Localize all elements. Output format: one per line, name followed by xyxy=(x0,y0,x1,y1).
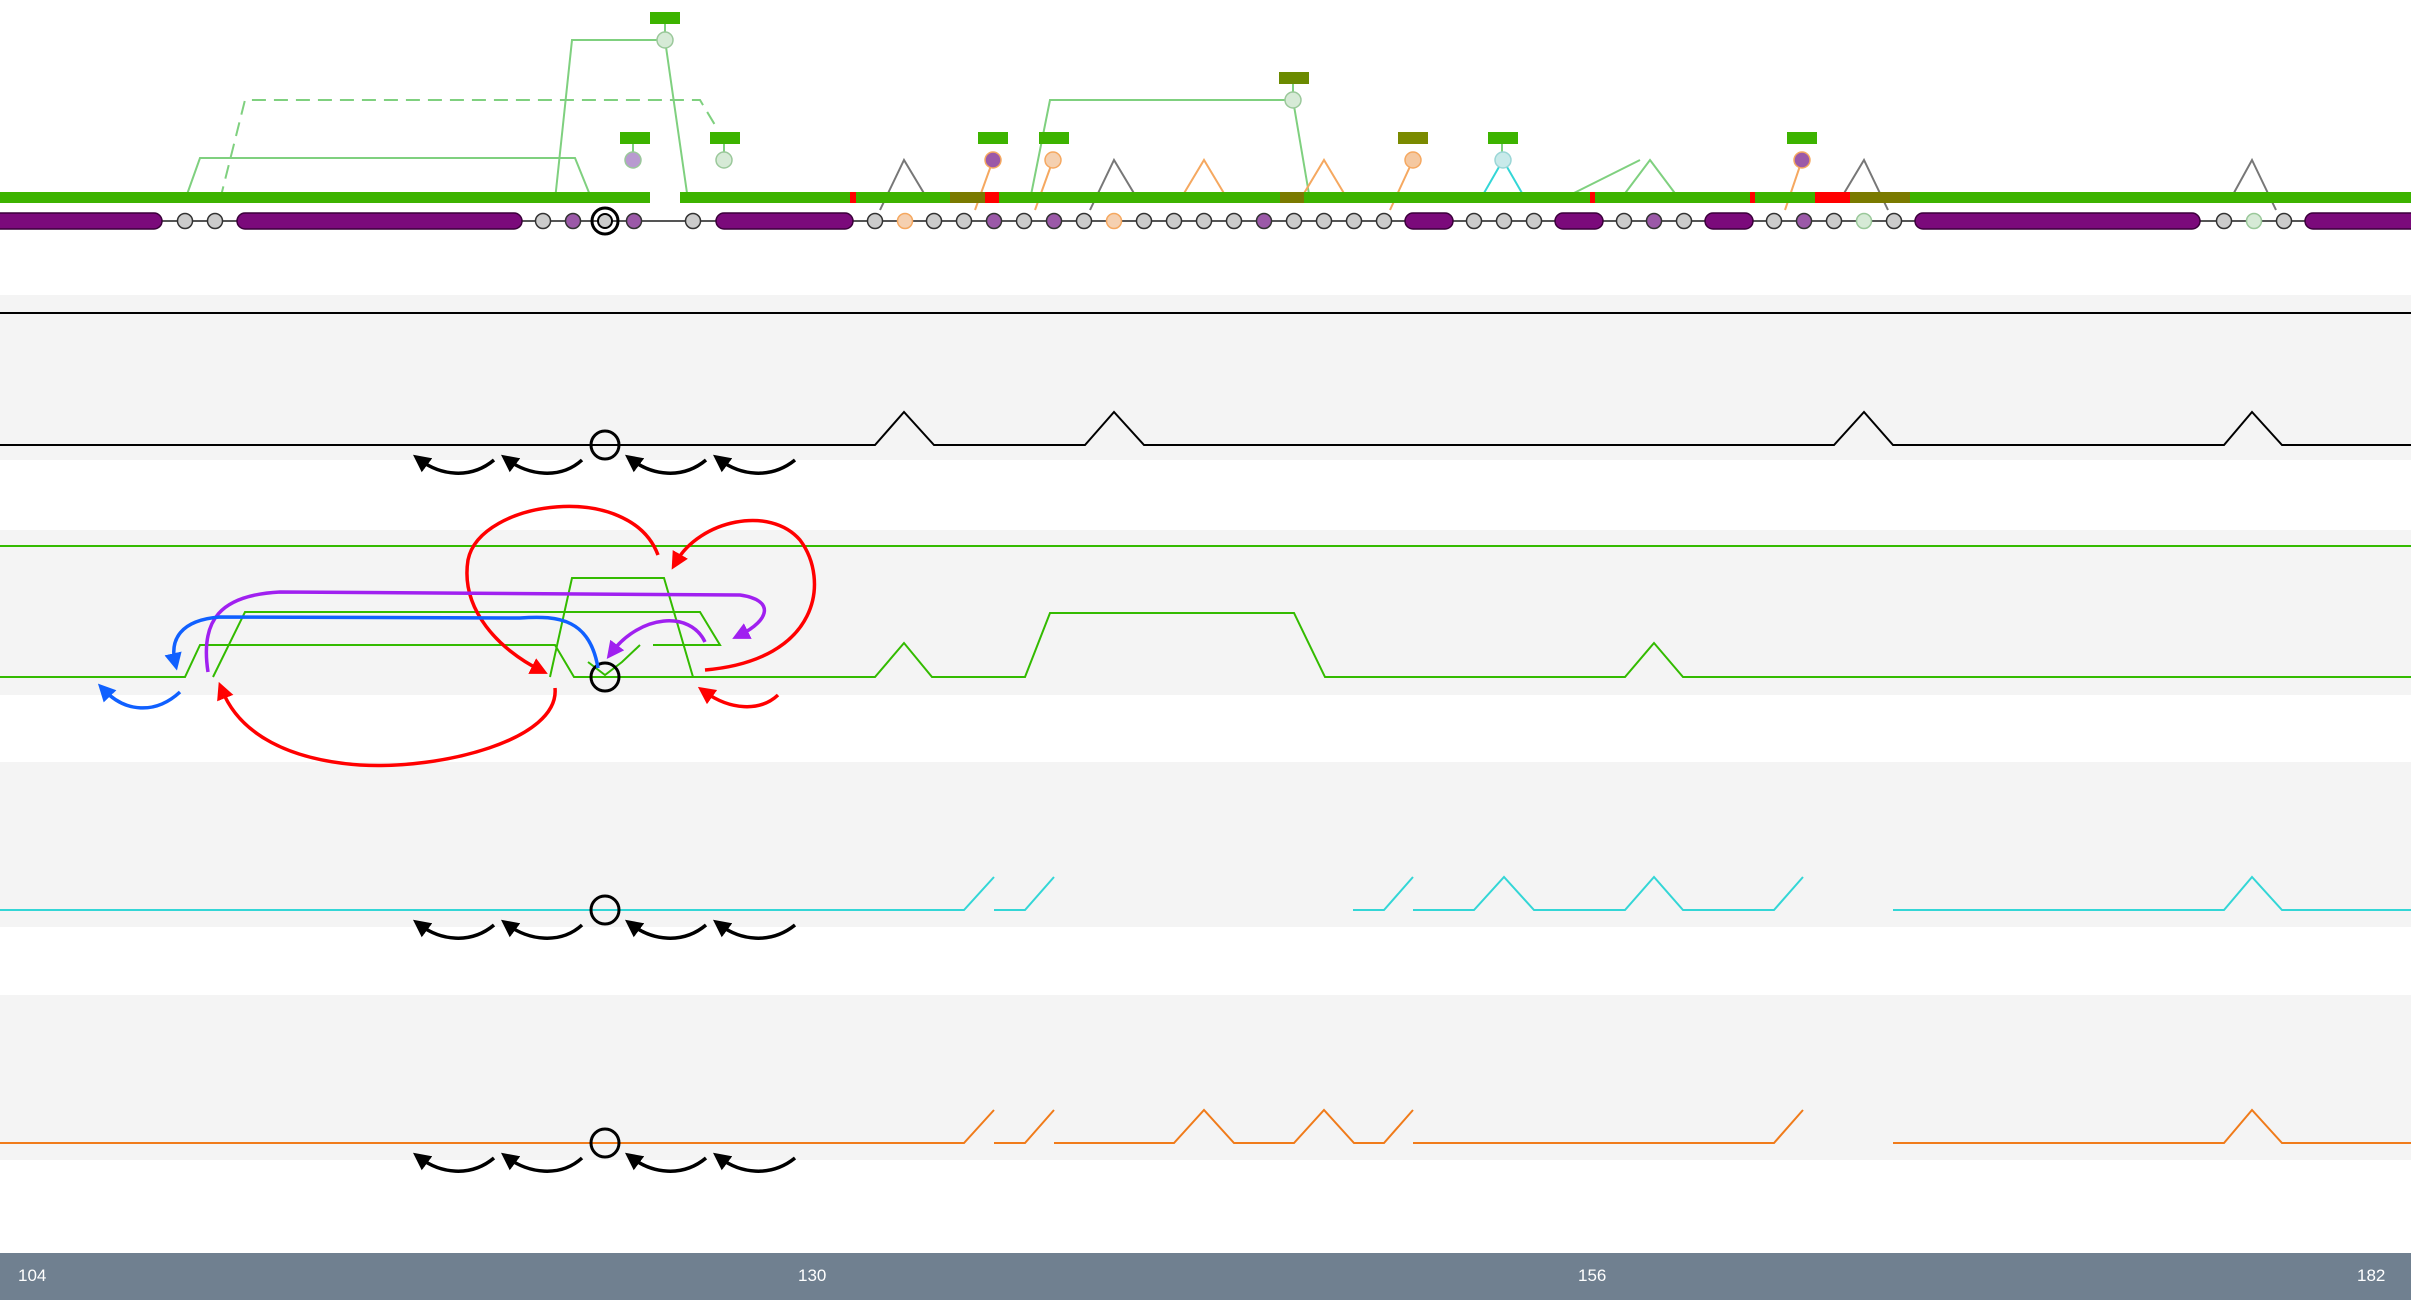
node xyxy=(1495,152,1511,168)
axis-tick-label: 182 xyxy=(2357,1266,2386,1285)
node xyxy=(1227,214,1242,229)
node xyxy=(927,214,942,229)
node xyxy=(566,214,581,229)
green-bar xyxy=(0,192,2411,203)
node xyxy=(1677,214,1692,229)
helix xyxy=(1705,213,1753,229)
label-rect xyxy=(1398,132,1428,144)
node xyxy=(1137,214,1152,229)
node xyxy=(716,152,732,168)
selection-ring-inner xyxy=(598,214,612,228)
node xyxy=(868,214,883,229)
node xyxy=(1794,152,1810,168)
node xyxy=(686,214,701,229)
axis-tick-label: 156 xyxy=(1578,1266,1607,1285)
node xyxy=(985,152,1001,168)
node xyxy=(1467,214,1482,229)
node xyxy=(1887,214,1902,229)
helix xyxy=(716,213,853,229)
node xyxy=(1077,214,1092,229)
label-rect xyxy=(1488,132,1518,144)
overview-connectors xyxy=(185,14,1680,200)
bar-segment xyxy=(985,192,999,203)
node xyxy=(178,214,193,229)
bar-segment xyxy=(950,192,985,203)
node xyxy=(1617,214,1632,229)
helix xyxy=(2305,213,2411,229)
axis-tick-label: 104 xyxy=(18,1266,47,1285)
node xyxy=(208,214,223,229)
node xyxy=(1827,214,1842,229)
bar-segment xyxy=(680,192,2411,203)
bar-segment xyxy=(0,192,650,203)
label-rect xyxy=(620,132,650,144)
node xyxy=(987,214,1002,229)
label-rect xyxy=(1279,72,1309,84)
node xyxy=(1317,214,1332,229)
node xyxy=(1167,214,1182,229)
node xyxy=(1527,214,1542,229)
track-bg-orange xyxy=(0,995,2411,1160)
shift-arrow xyxy=(632,460,706,473)
helix xyxy=(1915,213,2200,229)
node xyxy=(2217,214,2232,229)
structure-overview xyxy=(0,12,2411,234)
bar-segment xyxy=(1815,192,1850,203)
red-arrow xyxy=(222,688,555,766)
node xyxy=(1797,214,1812,229)
node xyxy=(1497,214,1512,229)
helix xyxy=(1405,213,1453,229)
node xyxy=(1647,214,1662,229)
label-rect xyxy=(650,12,680,24)
label-rect xyxy=(1039,132,1069,144)
helix xyxy=(237,213,522,229)
node xyxy=(1857,214,1872,229)
bar-segment xyxy=(1850,192,1910,203)
node xyxy=(957,214,972,229)
node xyxy=(1017,214,1032,229)
bar-segment xyxy=(1280,192,1304,203)
bar-segment xyxy=(1590,192,1595,203)
node xyxy=(2277,214,2292,229)
connector-line xyxy=(1030,100,1310,200)
node xyxy=(1377,214,1392,229)
node xyxy=(1285,92,1301,108)
node xyxy=(1257,214,1272,229)
shift-arrow xyxy=(508,460,582,473)
track-bg-cyan xyxy=(0,762,2411,927)
node xyxy=(1287,214,1302,229)
position-axis xyxy=(0,1253,2411,1300)
shift-arrow xyxy=(720,460,795,473)
overview-labels xyxy=(620,12,1817,144)
node xyxy=(1107,214,1122,229)
label-rect xyxy=(978,132,1008,144)
node xyxy=(2247,214,2262,229)
helix xyxy=(1555,213,1603,229)
node xyxy=(536,214,551,229)
node xyxy=(625,152,641,168)
node xyxy=(1767,214,1782,229)
axis-tick-label: 130 xyxy=(798,1266,827,1285)
node xyxy=(657,32,673,48)
node xyxy=(1045,152,1061,168)
node xyxy=(1197,214,1212,229)
node xyxy=(1047,214,1062,229)
node xyxy=(1405,152,1421,168)
connector-line xyxy=(220,100,718,200)
bar-segment xyxy=(1750,192,1755,203)
connector-line xyxy=(555,40,688,200)
label-rect xyxy=(710,132,740,144)
track-bg-black xyxy=(0,295,2411,460)
label-rect xyxy=(1787,132,1817,144)
node xyxy=(898,214,913,229)
node xyxy=(1347,214,1362,229)
shift-arrow xyxy=(420,460,494,473)
bar-segment xyxy=(850,192,856,203)
node xyxy=(627,214,642,229)
helix xyxy=(0,213,162,229)
